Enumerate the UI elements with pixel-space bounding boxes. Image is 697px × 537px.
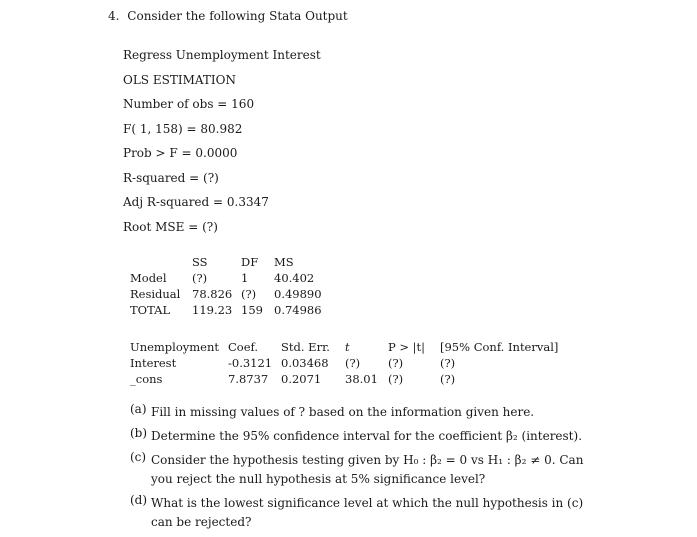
- table-header-cell: [130, 255, 192, 271]
- table-cell: _cons: [130, 372, 163, 387]
- table-cell: 0.03468: [281, 356, 329, 371]
- part-label: (d): [130, 493, 148, 507]
- stat-line: Number of obs = 160: [123, 97, 255, 111]
- table-cell: 1: [241, 271, 249, 286]
- stat-line: Prob > F = 0.0000: [123, 146, 238, 160]
- table-header-cell: [95% Conf. Interval]: [440, 340, 559, 355]
- part-label: (b): [130, 426, 148, 440]
- table-row: [130, 271, 330, 287]
- table-header-cell: SS: [192, 255, 208, 270]
- stat-line: R-squared = (?): [123, 171, 219, 185]
- table-header-cell: Coef.: [228, 340, 259, 355]
- stat-line: F( 1, 158) = 80.982: [123, 122, 243, 136]
- table-cell: 40.402: [274, 271, 315, 286]
- stat-line: Root MSE = (?): [123, 220, 218, 234]
- table-header-cell: t: [345, 340, 350, 355]
- table-cell: (?): [241, 287, 257, 302]
- table-cell: Model: [130, 271, 167, 286]
- table-cell: (?): [388, 356, 404, 371]
- table-cell: Interest: [130, 356, 177, 371]
- table-header-cell: Std. Err.: [281, 340, 330, 355]
- table-cell: 159: [241, 303, 263, 318]
- table-cell: (?): [345, 356, 361, 371]
- part-text: What is the lowest significance level at which the null hypothesis in (c) can be rejected?: [151, 496, 584, 529]
- table-cell: Residual: [130, 287, 181, 302]
- table-cell: (?): [440, 372, 456, 387]
- table-cell: 38.01: [345, 372, 378, 387]
- table-row: [130, 287, 330, 303]
- estimation-method: OLS ESTIMATION: [123, 73, 236, 87]
- table-cell: TOTAL: [130, 303, 171, 318]
- table-cell: (?): [388, 372, 404, 387]
- table-cell: 0.74986: [274, 303, 322, 318]
- part-d: [130, 493, 584, 529]
- anova-table: [130, 255, 330, 319]
- table-row: [130, 303, 330, 319]
- table-cell: (?): [192, 271, 208, 286]
- table-row: [130, 356, 566, 372]
- question-header: [108, 10, 348, 22]
- part-b: [130, 426, 583, 443]
- table-cell: 119.23: [192, 303, 233, 318]
- stat-line: Adj R-squared = 0.3347: [123, 195, 269, 209]
- part-label: (a): [130, 402, 147, 416]
- table-cell: 7.8737: [228, 372, 269, 387]
- table-cell: -0.3121: [228, 356, 273, 371]
- table-row: [130, 372, 566, 388]
- table-header-row: [130, 255, 330, 271]
- part-text: Determine the 95% confidence interval for the coefficient β₂ (interest).: [151, 429, 583, 443]
- table-header-cell: P > |t|: [388, 340, 426, 355]
- question-number: 4.: [108, 9, 120, 23]
- table-cell: 78.826: [192, 287, 233, 302]
- regression-command: Regress Unemployment Interest: [123, 48, 321, 62]
- table-header-row: [130, 340, 566, 356]
- table-header-cell: DF: [241, 255, 259, 270]
- part-a: [130, 402, 535, 419]
- part-text: Fill in missing values of ? based on the information given here.: [151, 405, 535, 419]
- part-label: (c): [130, 450, 147, 464]
- table-cell: 0.49890: [274, 287, 322, 302]
- table-header-cell: MS: [274, 255, 294, 270]
- question-intro: Consider the following Stata Output: [127, 9, 348, 23]
- table-header-cell: Unemployment: [130, 340, 220, 355]
- part-c: [130, 450, 584, 486]
- table-cell: 0.2071: [281, 372, 322, 387]
- coefficient-table: [130, 340, 566, 388]
- table-cell: (?): [440, 356, 456, 371]
- part-text: Consider the hypothesis testing given by H₀ : β₂ = 0 vs H₁ : β₂ ≠ 0. Can you reject the null hypothesis at 5% significance level?: [151, 453, 584, 486]
